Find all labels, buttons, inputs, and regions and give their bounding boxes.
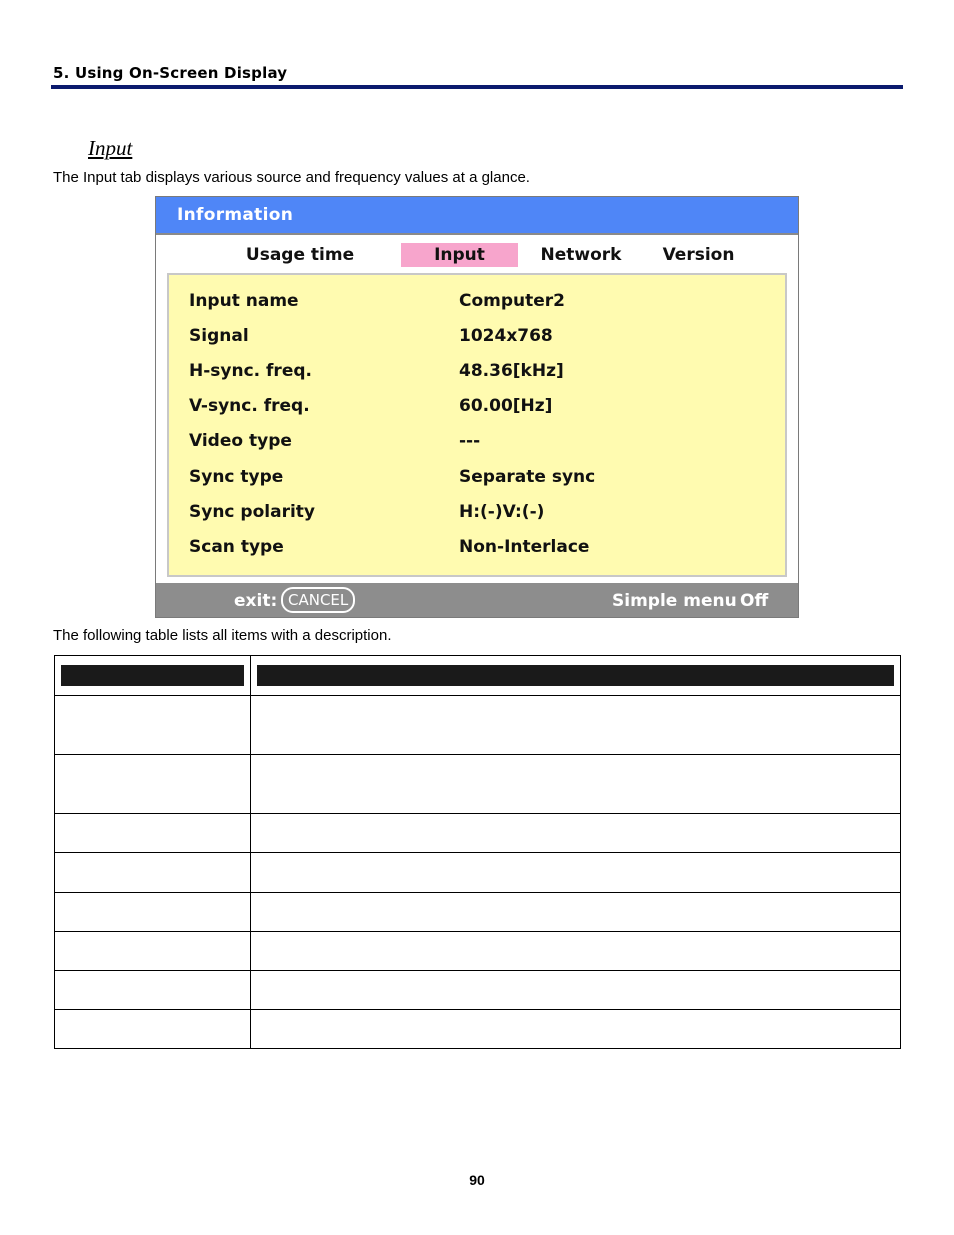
table-cell — [55, 853, 251, 893]
table-header-description — [251, 656, 901, 696]
header-bar — [257, 665, 894, 686]
info-row-sync-polarity — [169, 502, 785, 528]
page-number: 90 — [469, 1172, 485, 1188]
intro-text: The Input tab displays various source and frequency values at a glance. — [53, 169, 530, 186]
info-value: Non-Interlace — [459, 537, 590, 557]
info-label: H-sync. freq. — [189, 361, 312, 381]
exit-label: exit: — [234, 591, 278, 611]
table-cell — [55, 893, 251, 932]
osd-divider — [156, 233, 798, 235]
info-label: V-sync. freq. — [189, 396, 310, 416]
tab-usage-time[interactable]: Usage time — [245, 245, 355, 265]
info-value: 1024x768 — [459, 326, 553, 346]
info-row-signal — [169, 326, 785, 352]
osd-footer — [156, 583, 798, 617]
table-row — [55, 755, 901, 814]
info-label: Scan type — [189, 537, 284, 557]
table-cell — [251, 755, 901, 814]
table-cell — [251, 971, 901, 1010]
table-intro-text: The following table lists all items with a description. — [53, 627, 392, 644]
header-rule — [51, 85, 903, 89]
tab-input[interactable]: Input — [401, 243, 518, 267]
table-cell — [251, 814, 901, 853]
table-cell — [251, 1010, 901, 1049]
table-header-row — [55, 656, 901, 696]
info-row-scan-type — [169, 537, 785, 563]
cancel-button[interactable]: CANCEL — [281, 587, 355, 613]
info-label: Sync type — [189, 467, 284, 487]
table-row — [55, 853, 901, 893]
table-cell — [55, 696, 251, 755]
info-value: Computer2 — [459, 291, 566, 311]
table-cell — [55, 755, 251, 814]
table-row — [55, 893, 901, 932]
info-row-input-name — [169, 291, 785, 317]
info-value: --- — [459, 431, 481, 451]
info-value: Separate sync — [459, 467, 596, 487]
info-value: 60.00[Hz] — [459, 396, 553, 416]
table-cell — [55, 932, 251, 971]
header-bar — [61, 665, 244, 686]
info-label: Sync polarity — [189, 502, 315, 522]
osd-tab-bar — [156, 241, 798, 267]
table-cell — [251, 696, 901, 755]
table-cell — [55, 971, 251, 1010]
chapter-header: 5. Using On-Screen Display — [53, 64, 288, 82]
osd-title: Information — [177, 205, 294, 225]
table-header-item — [55, 656, 251, 696]
info-row-video-type — [169, 431, 785, 457]
table-row — [55, 971, 901, 1010]
table-cell — [251, 893, 901, 932]
simple-menu-value[interactable]: Off — [740, 591, 769, 611]
info-row-h-sync — [169, 361, 785, 387]
info-row-sync-type — [169, 467, 785, 493]
table-row — [55, 1010, 901, 1049]
table-row — [55, 814, 901, 853]
info-value: H:(-)V:(-) — [459, 502, 545, 522]
info-label: Signal — [189, 326, 249, 346]
table-row — [55, 932, 901, 971]
items-description-table — [54, 655, 901, 1049]
osd-information-window — [155, 196, 799, 618]
table-cell — [251, 853, 901, 893]
info-value: 48.36[kHz] — [459, 361, 564, 381]
table-cell — [251, 932, 901, 971]
tab-network[interactable]: Network — [540, 245, 622, 265]
info-row-v-sync — [169, 396, 785, 422]
section-title: Input — [88, 136, 133, 160]
osd-titlebar — [156, 197, 798, 233]
osd-info-panel — [167, 273, 787, 577]
info-label: Video type — [189, 431, 292, 451]
table-cell — [55, 1010, 251, 1049]
info-label: Input name — [189, 291, 299, 311]
table-row — [55, 696, 901, 755]
tab-version[interactable]: Version — [662, 245, 735, 265]
table-cell — [55, 814, 251, 853]
simple-menu-label: Simple menu — [612, 591, 737, 611]
